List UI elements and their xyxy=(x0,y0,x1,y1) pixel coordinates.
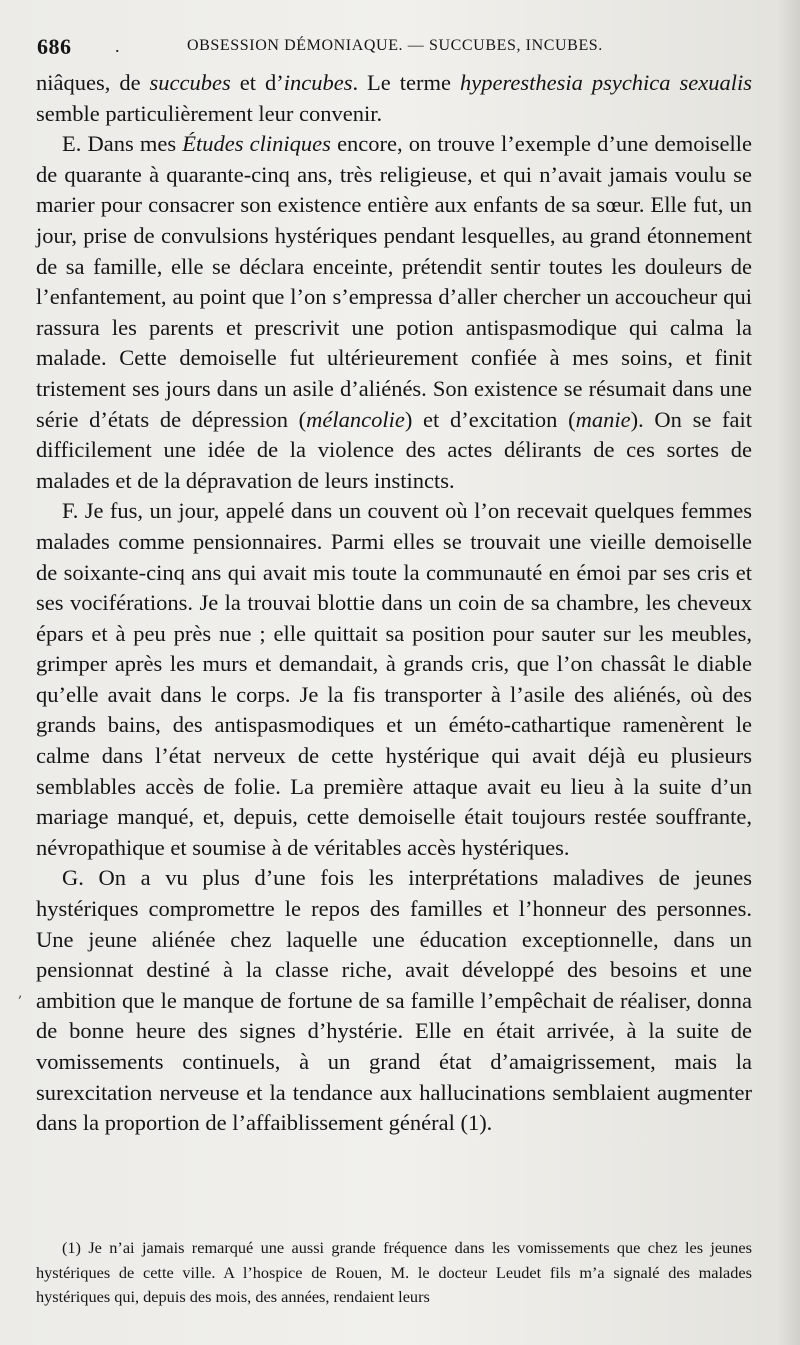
header-separator: . xyxy=(115,36,120,56)
italic-term-incubes: incubes xyxy=(283,70,353,95)
text-run: E. Dans mes xyxy=(62,131,183,157)
footnote xyxy=(36,1236,752,1310)
text-run: encore, on trouve l’exemple d’une demoiselle de quarante à quarante-cinq ans, très religieuse, et qui n’avait jamais voulu se marier pour consacrer son existence entière aux enfants de sa sœur. Elle fut, un jour, prise de convulsions hystériques pendant lesquelles, au grand étonnement de sa famille, elle se déclara enceinte, prétendit sentir toutes les douleurs de l’enfantement, au point que l’on s’empressa d’aller chercher un accoucheur qui rassura les parents et prescrivit une potion antispasmodique qui calma la malade. Cette demoiselle fut ultérieurement confiée à mes soins, et finit tristement ses jours dans un asile d’aliénés. Son existence se résumait dans une série d’états de dépression ( xyxy=(36,131,752,432)
footnote-text: (1) Je n’ai jamais remarqué une aussi grande fréquence dans les vomissements que chez les jeunes hystériques de cette ville. A l’hospice de Rouen, M. le docteur Leudet fils m’a signalé des malades hystériques qui, depuis des mois, des années, rendaient leurs xyxy=(36,1238,752,1307)
paragraph-e xyxy=(36,129,752,496)
text-run: ) et d’excitation ( xyxy=(404,406,576,432)
italic-term-succubes: succubes xyxy=(149,70,231,95)
text-run: ). On se fait difficilement une idée de la violence des actes délirants de ces sortes de malades et de la dépravation de leurs instincts. xyxy=(36,406,753,493)
running-head: OBSESSION DÉMONIAQUE. — SUCCUBES, INCUBES. xyxy=(187,37,603,54)
paragraph-continuation xyxy=(36,68,752,129)
text-run: et d’ xyxy=(230,70,284,95)
page-header xyxy=(37,34,765,64)
text-run: niâques, de xyxy=(36,70,150,95)
italic-term-melancolie: mélancolie xyxy=(306,406,405,432)
italic-term-manie: manie xyxy=(575,406,631,432)
paragraph-g: G. On a vu plus d’une fois les interprétations maladives de jeunes hystériques compromettre le repos des familles et l’honneur des personnes. Une jeune aliénée chez laquelle une éducation exceptionnelle, dans un pensionnat destiné à la classe riche, avait développé des besoins et une ambition que le manque de fortune de sa famille l’empêchait de réaliser, donna de bonne heure des signes d’hystérie. Elle en était arrivée, à la suite de vomissements continuels, à un grand état d’amaigrissement, mais la surexcitation nerveuse et la tendance aux hallucinations semblaient augmenter dans la proportion de l’affaiblissement général (1). xyxy=(36,865,752,1136)
text-run: . Le terme xyxy=(352,70,460,95)
margin-mark: , xyxy=(18,985,23,1001)
italic-term-latin: hyperesthesia psychica sexualis xyxy=(459,70,753,95)
page-number: 686 xyxy=(37,34,72,59)
page-edge-shadow xyxy=(778,0,800,1345)
body-text xyxy=(36,68,752,1139)
paragraph-f: F. Je fus, un jour, appelé dans un couvent où l’on recevait quelques femmes malades comme pensionnaires. Parmi elles se trouvait une vieille demoiselle de soixante-cinq ans qui avait mis toute la communauté en émoi par ses cris et ses vociférations. Je la trouvai blottie dans un coin de sa chambre, les cheveux épars et à peu près nue ; elle quittait sa position pour sauter sur les meubles, grimper après les murs et demandait, à grands cris, que l’on chassât le diable qu’elle avait dans le corps. Je la fis transporter à l’asile des aliénés, où des grands bains, des antispasmodiques et un éméto-cathartique ramenèrent le calme dans l’état nerveux de cette hystérique qui avait déjà eu plusieurs semblables accès de folie. La première attaque avait eu lieu à la suite d’un mariage manqué, et, depuis, cette demoiselle était toujours restée souffrante, névropathique et soumise à de véritables accès hystériques. xyxy=(36,498,752,860)
italic-title-etudes: Études cliniques xyxy=(182,131,331,157)
text-run: semble particulièrement leur convenir. xyxy=(36,100,383,126)
